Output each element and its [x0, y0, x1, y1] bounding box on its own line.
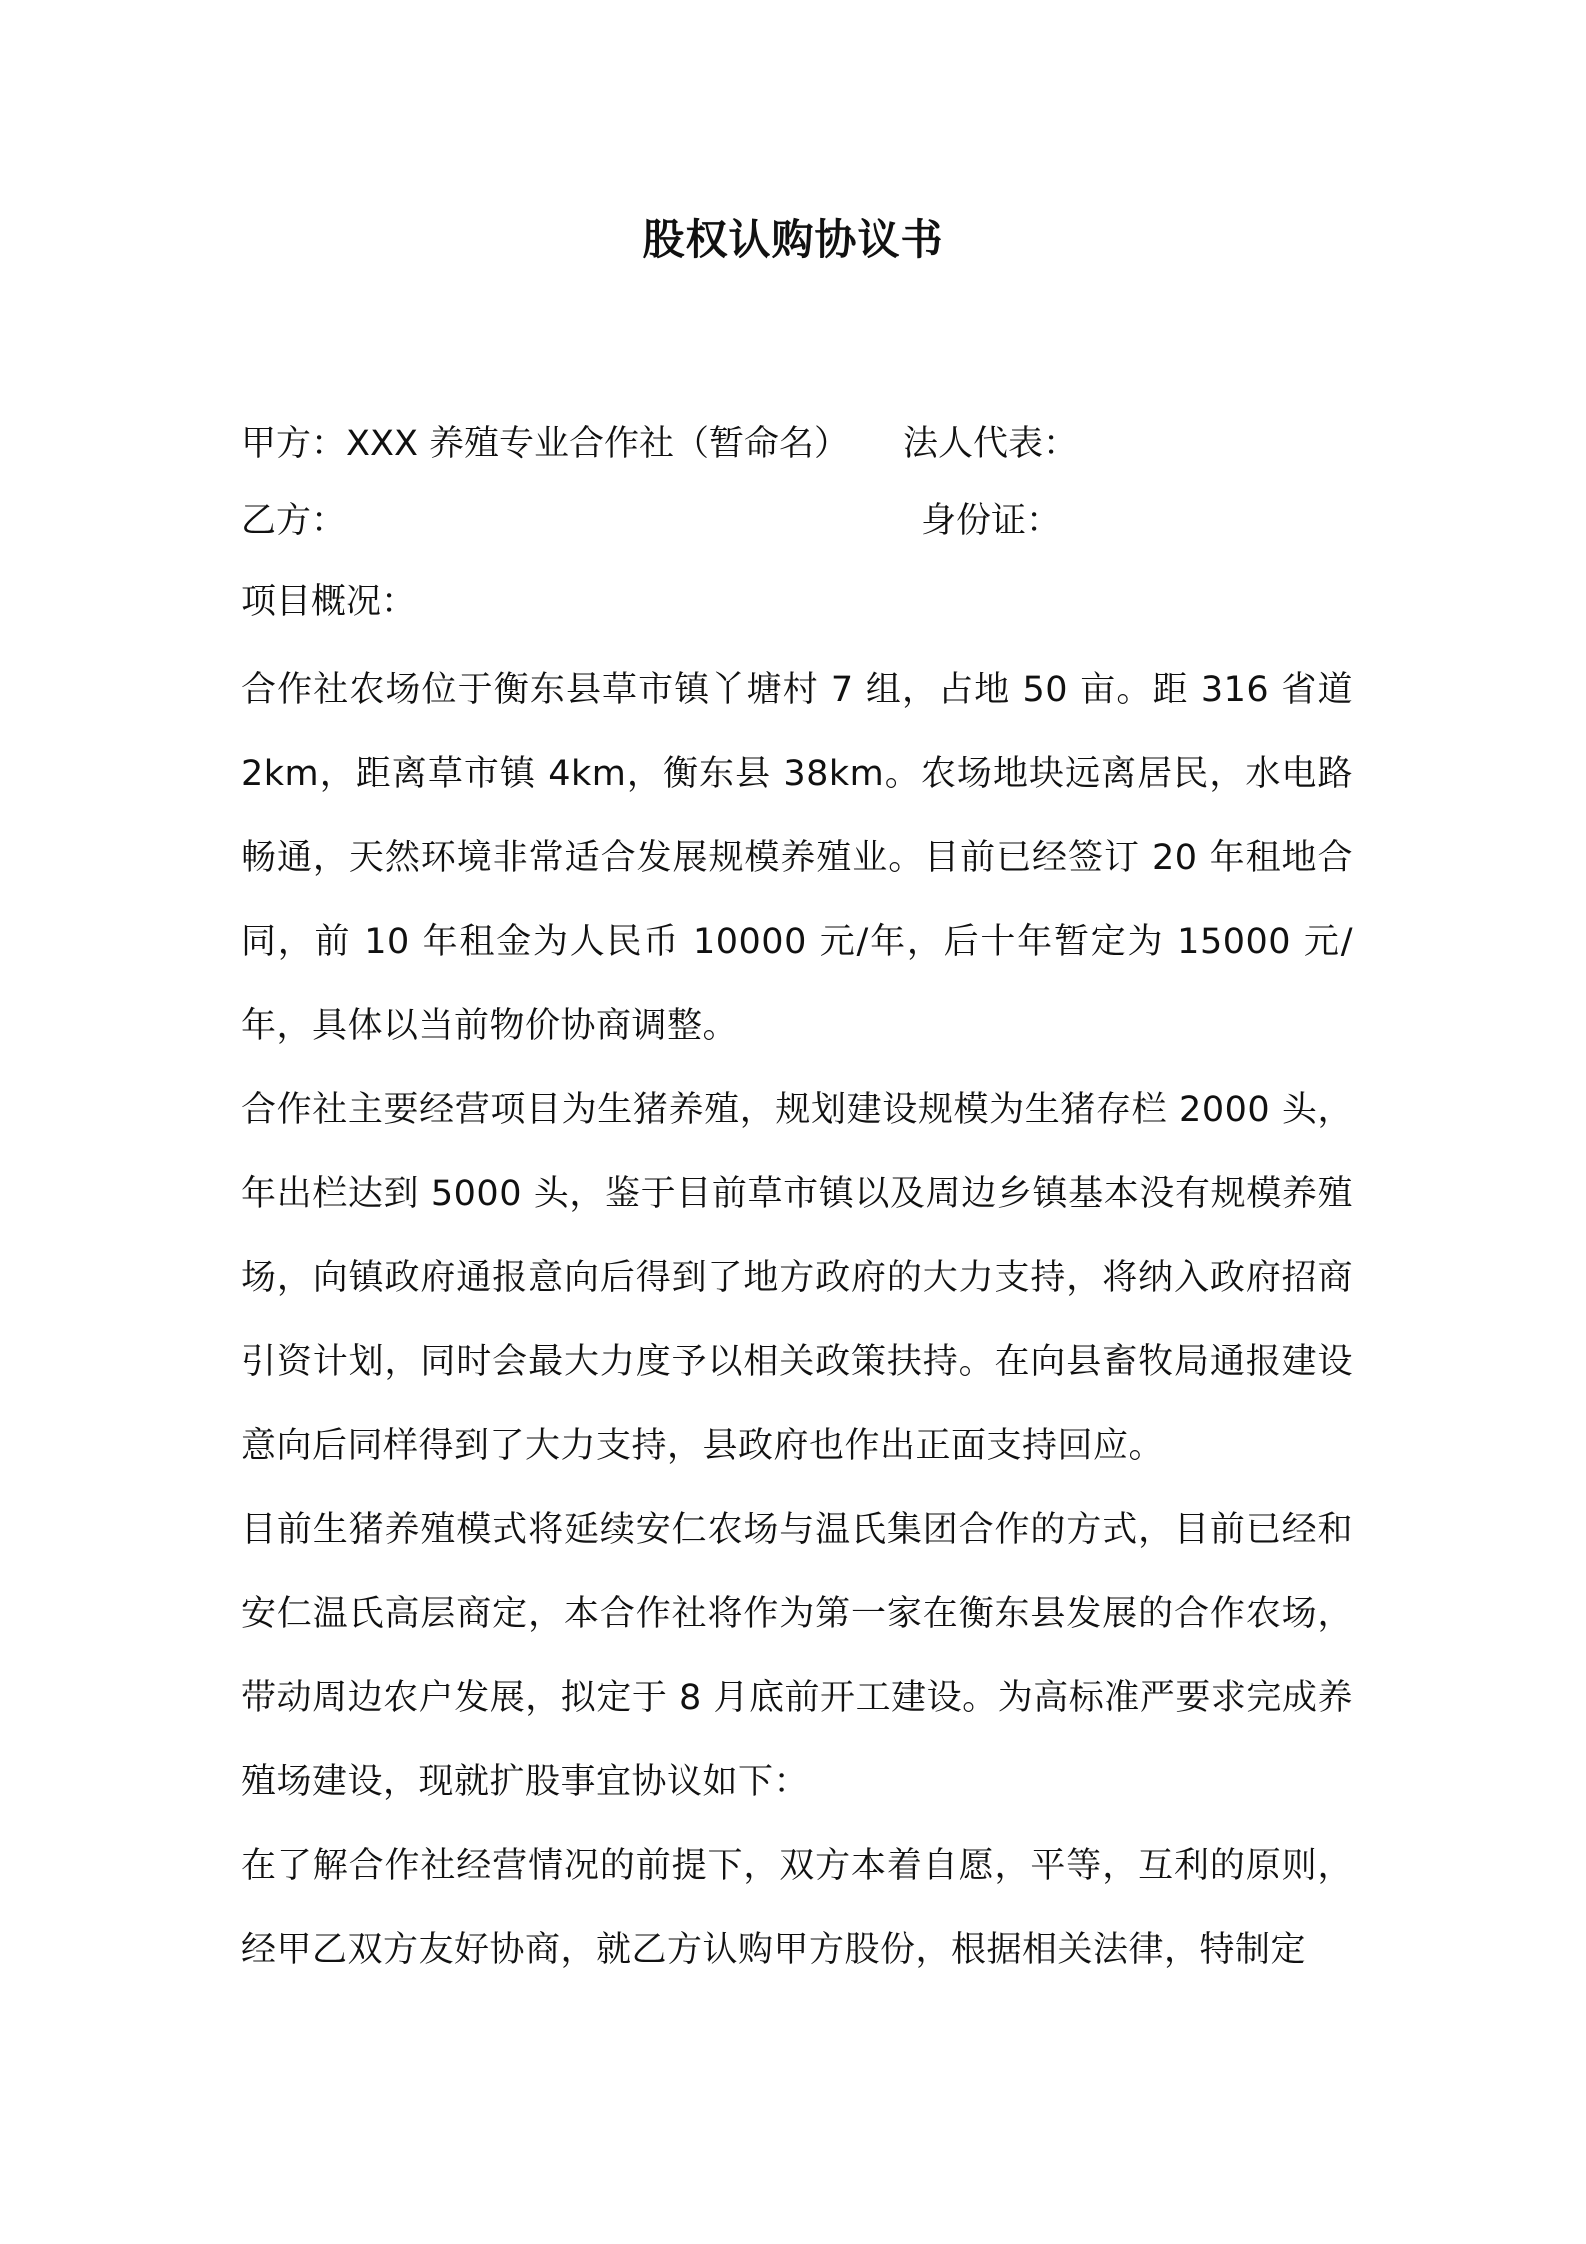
party-b-label: 乙方：: [241, 501, 347, 541]
paragraph-agreement: 在了解合作社经营情况的前提下，双方本着自愿，平等，互利的原则，经甲乙双方友好协商，就乙方认购甲方股份，根据相关法律，特制定: [241, 1846, 1353, 1970]
overview-heading: 项目概况：: [241, 582, 417, 622]
legal-representative-label: 法人代表：: [903, 424, 1079, 464]
paragraph-cooperation: 目前生猪养殖模式将延续安仁农场与温氏集团合作的方式，目前已经和安仁温氏高层商定，本合作社将作为第一家在衡东县发展的合作农场，带动周边农户发展，拟定于 8 月底前开工建设。为高标准严要求完成养殖场建设，现就扩股事宜协议如下：: [241, 1510, 1353, 1802]
document-body: [241, 648, 1353, 1992]
document-title: 股权认购协议书: [642, 215, 944, 264]
party-a-label: 甲方：XXX 养殖专业合作社（暂命名）: [241, 424, 850, 464]
paragraph-location: 合作社农场位于衡东县草市镇丫塘村 7 组，占地 50 亩。距 316 省道 2km，距离草市镇 4km，衡东县 38km。农场地块远离居民，水电路畅通，天然环境非常适合发展规模养殖业。目前已经签订 20 年租地合同，前 10 年租金为人民币 10000 元/年，后十年暂定为 15000 元/年，具体以当前物价协商调整。: [241, 670, 1353, 1046]
paragraph-business: 合作社主要经营项目为生猪养殖，规划建设规模为生猪存栏 2000 头，年出栏达到 5000 头，鉴于目前草市镇以及周边乡镇基本没有规模养殖场，向镇政府通报意向后得到了地方政府的大力支持，将纳入政府招商引资计划，同时会最大力度予以相关政策扶持。在向县畜牧局通报建设意向后同样得到了大力支持，县政府也作出正面支持回应。: [241, 1090, 1353, 1466]
id-card-label: 身份证：: [921, 501, 1062, 541]
